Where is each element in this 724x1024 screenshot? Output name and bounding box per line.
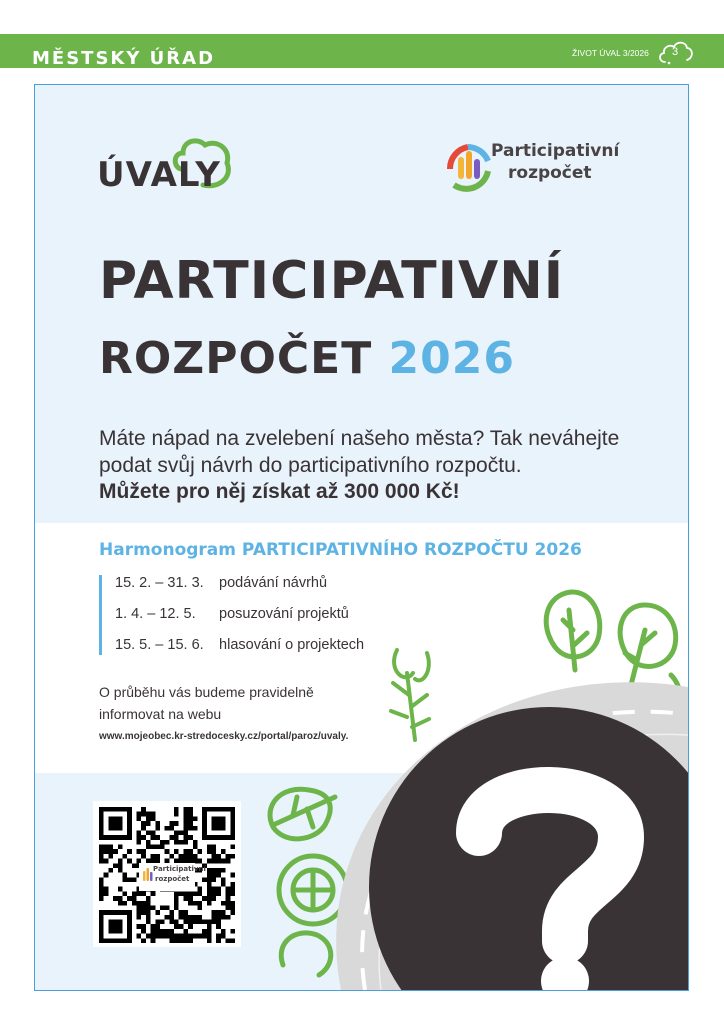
project-url: www.mojeobec.kr-stredocesky.cz/portal/paroz/uvaly. <box>99 731 349 742</box>
schedule-row <box>115 606 349 622</box>
poster <box>34 84 689 991</box>
schedule-title: Harmonogram PARTICIPATIVNÍHO ROZPOČTU 2026 <box>99 540 582 560</box>
schedule-accent-bar <box>99 575 102 655</box>
header-bar <box>0 34 724 68</box>
poster-year: 2026 <box>388 333 515 384</box>
schedule-phase: hlasování o projektech <box>219 637 365 653</box>
issue-label: ŽIVOT ÚVAL 3/2026 <box>572 48 649 58</box>
info-text <box>99 681 314 725</box>
info-line: O průběhu vás budeme pravidelně <box>99 684 314 700</box>
schedule-dates: 15. 2. – 31. 3. <box>115 575 204 591</box>
schedule-row <box>115 637 364 653</box>
participative-budget-logo-text-1: Participativní <box>491 141 620 161</box>
schedule-dates: 15. 5. – 15. 6. <box>115 637 204 653</box>
lead-text: Máte nápad na zvelebení našeho města? Tak neváhejte podat svůj návrh do participativního rozpočtu. <box>99 427 620 477</box>
uvaly-logo-text: ÚVALY <box>97 155 221 195</box>
section-title: MĚSTSKÝ ÚŘAD <box>32 48 216 69</box>
qr-logo-text-1: Participativní <box>153 865 206 873</box>
poster-subtitle <box>99 333 515 384</box>
qr-center-logo <box>139 863 206 891</box>
schedule-phase: podávání návrhů <box>219 575 328 591</box>
lead-highlight: Můžete pro něj získat až 300 000 Kč! <box>99 480 460 503</box>
qr-logo-text-2: rozpočet <box>155 875 190 883</box>
schedule-dates: 1. 4. – 12. 5. <box>115 606 196 622</box>
participative-budget-logo-icon <box>442 137 494 195</box>
qr-code <box>93 801 241 947</box>
participative-budget-logo-text-2: rozpočet <box>508 163 592 183</box>
page-number: 3 <box>671 46 679 58</box>
info-line: informovat na webu <box>99 706 222 722</box>
schedule-phase: posuzování projektů <box>219 606 349 622</box>
schedule-row <box>115 575 327 591</box>
poster-title: PARTICIPATIVNÍ <box>99 251 565 311</box>
poster-subtitle-word: ROZPOČET <box>99 333 373 384</box>
